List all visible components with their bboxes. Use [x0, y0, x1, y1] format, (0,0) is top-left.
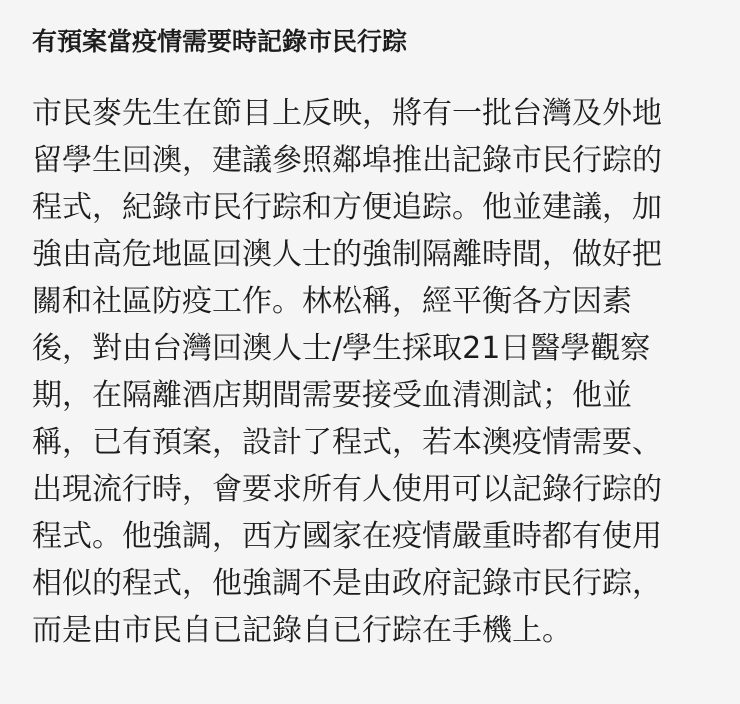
- body-line: 關和社區防疫工作。林松稱，經平衡各方因素: [32, 284, 632, 319]
- body-line: 稱，已有預案，設計了程式，若本澳疫情需要、: [32, 425, 662, 460]
- body-line: 後，對由台灣回澳人士/學生採取21日醫學觀察: [32, 331, 651, 366]
- body-line: 出現流行時，會要求所有人使用可以記錄行踪的: [32, 472, 662, 507]
- body-line: 程式，紀錄市民行踪和方便追踪。他並建議，加: [32, 190, 662, 225]
- article-body: [32, 90, 714, 654]
- body-line: 強由高危地區回澳人士的強制隔離時間，做好把: [32, 237, 662, 272]
- body-line: 市民麥先生在節目上反映，將有一批台灣及外地: [32, 96, 662, 131]
- body-line: 程式。他強調，西方國家在疫情嚴重時都有使用: [32, 519, 662, 554]
- body-line: 留學生回澳，建議參照鄰埠推出記錄市民行踪的: [32, 143, 662, 178]
- body-line: 而是由市民自已記錄自已行踪在手機上。: [32, 613, 572, 648]
- article-headline: 有預案當疫情需要時記錄市民行踪: [32, 27, 408, 56]
- body-line: 期，在隔離酒店期間需要接受血清測試；他並: [32, 378, 632, 413]
- body-line: 相似的程式，他強調不是由政府記錄市民行踪，: [32, 566, 662, 601]
